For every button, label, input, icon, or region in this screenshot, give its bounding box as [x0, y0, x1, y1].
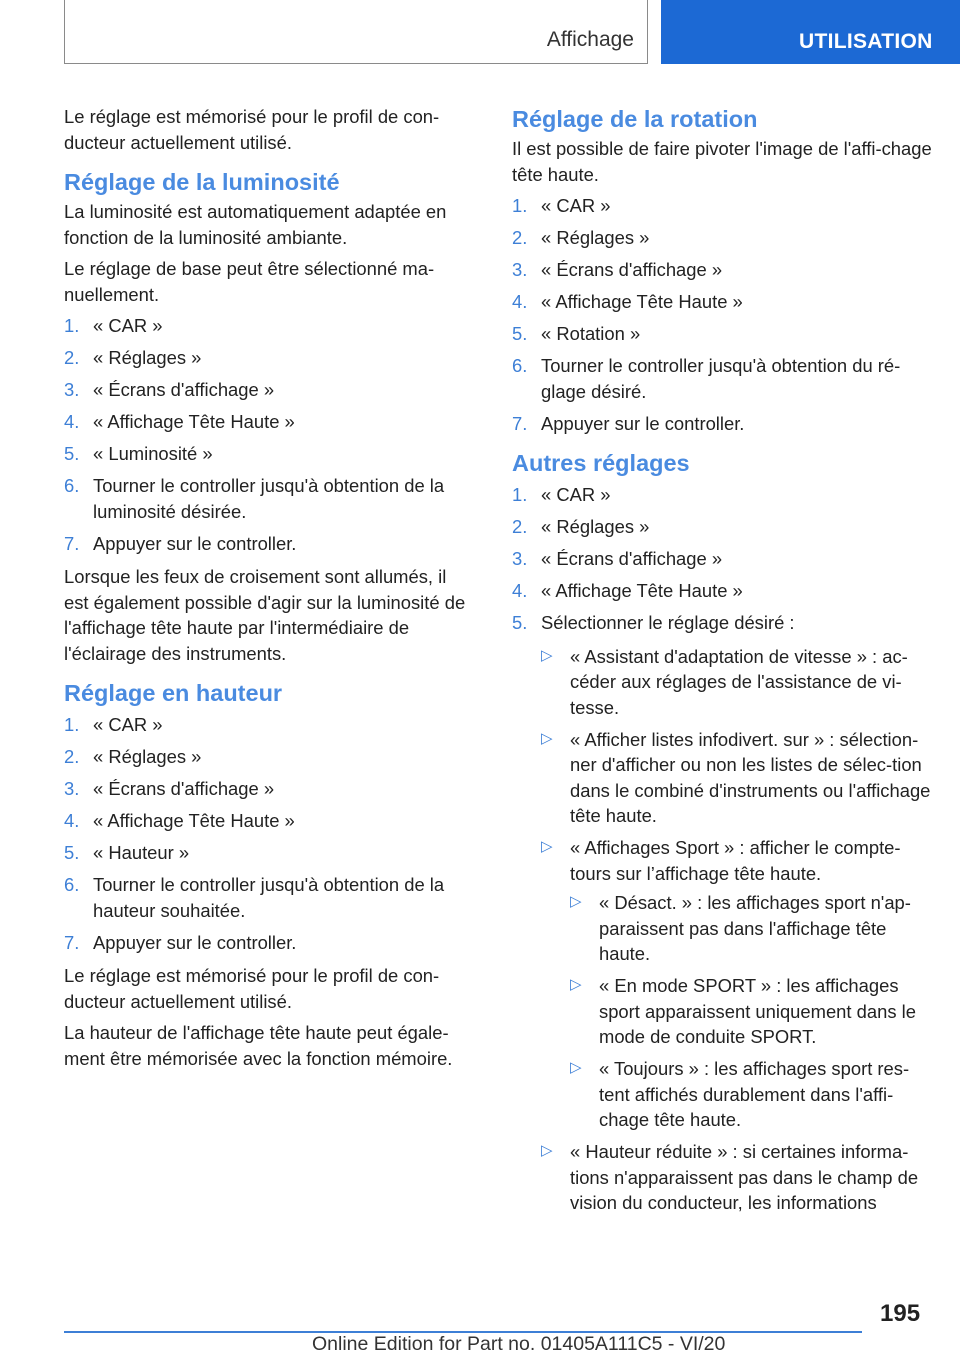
list-item: 3. « Écrans d'affichage » — [512, 548, 723, 569]
list-item: 6. Tourner le controller jusqu'à obtention de la hauteur souhaitée. — [64, 874, 445, 921]
list-item: 2. « Réglages » — [512, 227, 650, 248]
chapter-title: UTILISATION — [799, 30, 933, 53]
brightness-steps — [64, 313, 469, 556]
triangle-bullet-icon: ▷ — [541, 646, 553, 664]
left-column — [64, 104, 469, 1077]
list-item: 1. « CAR » — [64, 315, 163, 336]
triangle-bullet-icon: ▷ — [541, 1142, 553, 1159]
brightness-paragraph-1: La luminosité est automatiquement adaptée en fonction de la luminosité ambiante. — [64, 201, 447, 248]
list-item: 6. Tourner le controller jusqu'à obtention du ré-glage désiré. — [512, 355, 901, 402]
right-column — [512, 104, 932, 1224]
triangle-bullet-icon: ▷ — [570, 1059, 582, 1076]
chapter-tab — [661, 0, 960, 64]
triangle-bullet-icon: ▷ — [541, 838, 553, 855]
triangle-bullet-icon: ▷ — [570, 976, 582, 993]
height-heading: Réglage en hauteur — [64, 680, 283, 706]
triangle-bullet-icon: ▷ — [570, 893, 582, 910]
list-item: 4. « Affichage Tête Haute » — [64, 810, 295, 831]
sport-options-list — [570, 890, 932, 1133]
section-title: Affichage — [546, 28, 634, 51]
page-number: 195 — [880, 1300, 921, 1327]
list-item: ▷ « Afficher listes infodivert. sur » : sélection-ner d'afficher ou non les listes de sélec-tion dans le combiné d'instruments ou l'affichage tête haute. — [541, 727, 932, 829]
list-item: 5. « Luminosité » — [64, 443, 213, 464]
height-paragraph-1: Le réglage est mémorisé pour le profil de con-ducteur actuellement utilisé. — [64, 965, 440, 1012]
list-item: 3. « Écrans d'affichage » — [64, 778, 275, 799]
list-item: ▷ « En mode SPORT » : les affichages sport apparaissent uniquement dans le mode de conduite SPORT. — [570, 973, 932, 1050]
list-item: 5. « Hauteur » — [64, 842, 190, 863]
other-settings-heading: Autres réglages — [512, 450, 690, 476]
footer-edition: Online Edition for Part no. 01405A111C5 - VI/20 — [312, 1333, 726, 1355]
list-item: ▷ « Toujours » : les affichages sport res-tent affichés durablement dans l'affi-chage tête haute. — [570, 1056, 932, 1133]
list-item: 2. « Réglages » — [64, 746, 202, 767]
list-item: 5. « Rotation » — [512, 323, 641, 344]
list-item: 3. « Écrans d'affichage » — [64, 379, 275, 400]
list-item: ▷ « Désact. » : les affichages sport n'ap-paraissent pas dans l'affichage tête haute. — [570, 890, 932, 967]
list-item: 7. Appuyer sur le controller. — [64, 532, 297, 554]
list-item: 2. « Réglages » — [512, 516, 650, 537]
list-item: 6. Tourner le controller jusqu'à obtention de la luminosité désirée. — [64, 475, 445, 522]
height-paragraph-2: La hauteur de l'affichage tête haute peut égale-ment être mémorisée avec la fonction mémoire. — [64, 1022, 453, 1069]
list-item: 3. « Écrans d'affichage » — [512, 259, 723, 280]
list-item: ▷ « Assistant d'adaptation de vitesse » : ac-céder aux réglages de l'assistance de vi-tesse. — [541, 644, 932, 721]
brightness-heading: Réglage de la luminosité — [64, 169, 340, 195]
other-settings-steps — [512, 482, 932, 1216]
list-item: 4. « Affichage Tête Haute » — [64, 411, 295, 432]
list-item: 5. Sélectionner le réglage désiré : ▷ « Assistant d'adaptation de vitesse » : ac-céder aux réglages de l'assistance de vi-tesse. ▷ « Afficher listes infodivert. sur » : sélection-ner d'afficher ou non les listes de sélec-tion dans le combiné d'instruments ou l'affichage tête haute. ▷ « Affichages Sport » : afficher le compte-tours sur l’affichage tête haute. ▷ « Désact. » : les affichages sport n'ap-paraissent pas dans l'affichage tête haute. ▷ « En mode SPORT » : les affichages sport apparaissent uniquement dans le mode de conduite SPORT. ▷ « Toujours » : les affichages sport res-tent affichés durablement dans l'affi-chage tête haute. ▷ « Hauteur réduite » : si certaines informa-tions n'apparaissent pas dans le champ de vision du conducteur, les informations — [512, 610, 932, 1216]
list-item: 2. « Réglages » — [64, 347, 202, 368]
options-list — [541, 644, 932, 1216]
list-item: ▷ « Hauteur réduite » : si certaines informa-tions n'apparaissent pas dans le champ de vision du conducteur, les informations — [541, 1139, 932, 1216]
brightness-paragraph-2: Le réglage de base peut être sélectionné ma-nuellement. — [64, 258, 435, 305]
rotation-paragraph: Il est possible de faire pivoter l'image de l'affi-chage tête haute. — [512, 138, 932, 185]
list-item: 1. « CAR » — [512, 195, 611, 216]
list-item: ▷ « Affichages Sport » : afficher le compte-tours sur l’affichage tête haute. ▷ « Désact. » : les affichages sport n'ap-paraissent pas dans l'affichage tête haute. ▷ « En mode SPORT » : les affichages sport apparaissent uniquement dans le mode de conduite SPORT. ▷ « Toujours » : les affichages sport res-tent affichés durablement dans l'affi-chage tête haute. — [541, 835, 932, 1133]
list-item: 1. « CAR » — [512, 484, 611, 505]
intro-paragraph: Le réglage est mémorisé pour le profil de con-ducteur actuellement utilisé. — [64, 106, 440, 153]
rotation-steps — [512, 193, 932, 436]
list-item: 4. « Affichage Tête Haute » — [512, 291, 743, 312]
list-item: 7. Appuyer sur le controller. — [64, 931, 297, 953]
rotation-heading: Réglage de la rotation — [512, 106, 758, 132]
list-item: 4. « Affichage Tête Haute » — [512, 580, 743, 601]
triangle-bullet-icon: ▷ — [541, 729, 553, 747]
height-steps — [64, 712, 469, 955]
list-item: 7. Appuyer sur le controller. — [512, 412, 745, 434]
list-item: 1. « CAR » — [64, 714, 163, 735]
brightness-paragraph-3: Lorsque les feux de croisement sont allumés, il est également possible d'agir sur la luminosité de l'affichage tête haute par l'intermédiaire de l'éclairage des instruments. — [64, 566, 466, 664]
